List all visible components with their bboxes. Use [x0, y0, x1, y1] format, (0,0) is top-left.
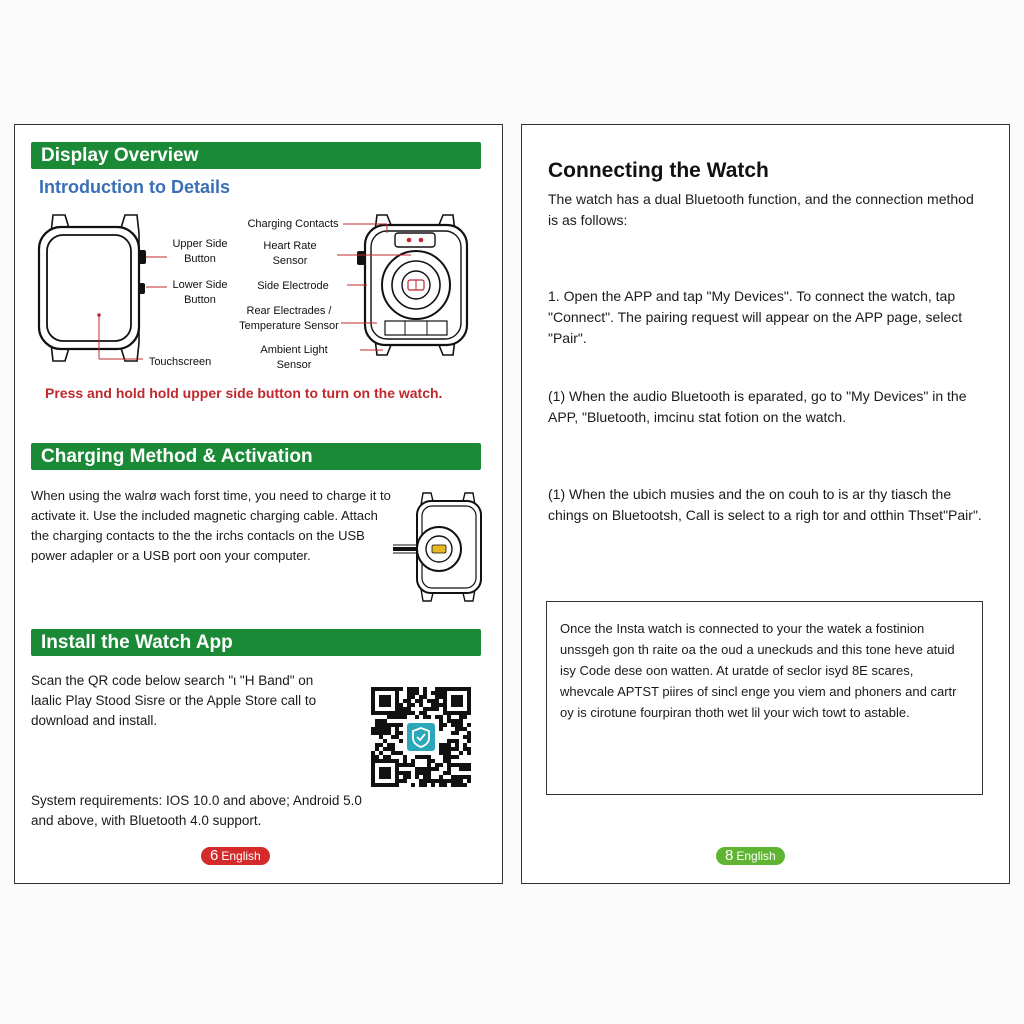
qr-code — [371, 687, 471, 787]
power-on-note: Press and hold hold upper side button to turn on the watch. — [45, 385, 443, 401]
label-rear-electrodes: Rear Electrades / Temperature Sensor — [239, 305, 339, 332]
install-app-text: Scan the QR code below search "ι "H Band" on laalic Play Stood Sisre or the Apple Store call to download and install. — [31, 673, 317, 728]
page-number-badge — [716, 847, 785, 865]
left-page — [14, 124, 503, 884]
system-requirements: System requirements: IOS 10.0 and above; Android 5.0 and above, with Bluetooth 4.0 support. — [31, 793, 362, 828]
page-number-badge — [201, 847, 270, 865]
label-charging-contacts: Charging Contacts — [247, 218, 339, 230]
display-overview-heading: Display Overview — [31, 142, 481, 169]
connecting-title: Connecting the Watch — [548, 159, 769, 182]
charging-text: When using the walrø wach forst time, you need to charge it to activate it. Use the included magnetic charging cable. Attach the charging contacts to the the irchs contacls on the USB power adapler or a USB port oon your computer. — [31, 488, 391, 563]
connection-step-3: (1) When the ubich musies and the on couh to is ar thy tiasch the chings on Bluetootsh, Call is select to a righ tor and otthin Thset"Pair". — [548, 486, 982, 523]
introduction-subheading: Introduction to Details — [39, 177, 230, 197]
info-box — [546, 601, 983, 795]
language-label: English — [221, 849, 261, 863]
info-box-text: Once the Insta watch is connected to your the watek a fostinion unssgeh gon th raite oa the oud a uneckuds and this tone heve atuid isy Code dese oon watten. At uratde of seclor isyd 8E scares, whevcale APTST piires of sincl enge you viem and phoners and cartr oy is cirotune fourpiran thoth wet lil your wich towt to astable. — [560, 621, 957, 720]
charging-heading: Charging Method & Activation — [31, 443, 481, 470]
language-label: English — [736, 849, 776, 863]
label-ambient-light-sensor: Ambient Light Sensor — [260, 344, 328, 371]
connection-step-1: 1. Open the APP and tap "My Devices". To connect the watch, tap "Connect". The pairing request will appear on the APP page, select "Pair". — [548, 288, 963, 346]
charger-diagram — [393, 491, 485, 603]
label-upper-side-button: Upper Side Button — [172, 238, 228, 265]
label-touchscreen: Touchscreen — [148, 356, 212, 368]
page-number: 8 — [725, 847, 734, 864]
connection-step-2: (1) When the audio Bluetooth is eparated, go to "My Devices" in the APP, "Bluetooth, imcinu stat fotion on the watch. — [548, 388, 967, 425]
label-lower-side-button: Lower Side Button — [172, 279, 228, 306]
connection-intro: The watch has a dual Bluetooth function, and the connection method is as follows: — [548, 191, 974, 228]
right-page — [521, 124, 1010, 884]
page-number: 6 — [210, 847, 219, 864]
install-app-heading: Install the Watch App — [31, 629, 481, 656]
label-side-electrode: Side Electrode — [257, 280, 329, 292]
label-heart-rate-sensor: Heart Rate Sensor — [263, 240, 317, 267]
